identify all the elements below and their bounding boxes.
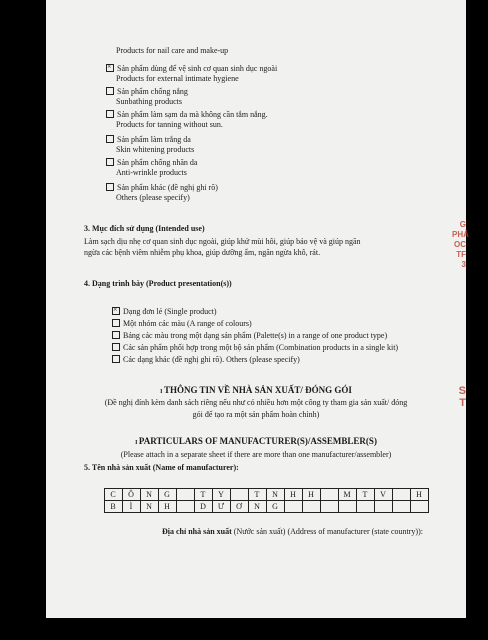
name-grid-cell[interactable]: [357, 501, 375, 513]
name-grid-cell[interactable]: G: [267, 501, 285, 513]
checkbox[interactable]: [112, 355, 120, 363]
presentation-option-label: Dạng đơn lẻ (Single product): [123, 307, 217, 316]
checkbox[interactable]: [106, 135, 114, 143]
name-grid-cell[interactable]: T: [195, 489, 213, 501]
name-grid-row: [105, 501, 429, 513]
checkbox[interactable]: [106, 158, 114, 166]
name-grid-cell[interactable]: H: [285, 489, 303, 501]
name-grid-cell[interactable]: Ô: [123, 489, 141, 501]
product-type-en-label: Products for tanning without sun.: [116, 120, 223, 129]
document-page: [46, 0, 469, 618]
product-type-vi: [106, 157, 197, 168]
name-grid-cell[interactable]: H: [303, 489, 321, 501]
name-grid-cell[interactable]: V: [375, 489, 393, 501]
presentation-option: [112, 330, 387, 341]
name-grid-cell[interactable]: [375, 501, 393, 513]
name-grid-cell[interactable]: C: [105, 489, 123, 501]
manufacturer-note-vi-2: gói để tạo ra một sản phẩm hoàn chỉnh): [192, 410, 320, 419]
product-type-en-label: Sunbathing products: [116, 97, 182, 106]
product-type-en-label: Anti-wrinkle products: [116, 168, 187, 177]
manufacturer-name-grid: [104, 488, 429, 513]
name-grid-cell[interactable]: [231, 489, 249, 501]
name-grid-cell[interactable]: [285, 501, 303, 513]
product-type-vi-label: Sản phẩm khác (đề nghị ghi rõ): [117, 183, 218, 192]
name-grid-row: [105, 489, 429, 501]
name-grid-cell[interactable]: B: [105, 501, 123, 513]
product-type-vi-label: Sản phẩm chống nhăn da: [117, 158, 198, 167]
presentation-option: [112, 318, 252, 329]
checkbox[interactable]: [106, 183, 114, 191]
product-type-en-label: Skin whitening products: [116, 145, 195, 154]
name-grid-cell[interactable]: N: [141, 501, 159, 513]
stamp-edge-bottom: S T: [458, 385, 466, 409]
stamp-edge-top: G PHẢ OC TF 3: [452, 220, 469, 269]
presentation-option-label: Một nhóm các màu (A range of colours): [123, 319, 252, 328]
section-3-heading: 3. Mục đích sử dụng (Intended use): [84, 224, 205, 233]
name-grid-cell[interactable]: [177, 501, 195, 513]
intended-use-line-1: Làm sạch dịu nhẹ cơ quan sinh dục ngoài, giúp khử mùi hôi, giúp bảo vệ và giúp ngăn: [84, 237, 361, 246]
name-grid-cell[interactable]: T: [249, 489, 267, 501]
name-grid-cell[interactable]: G: [159, 489, 177, 501]
presentation-option: [112, 354, 300, 365]
manufacturer-note-vi-1: (Đề nghị đính kèm danh sách riêng nếu như có nhiều hơn một công ty tham gia sản xuất/ đóng: [104, 398, 408, 407]
presentation-option-label: Bảng các màu trong một dạng sản phẩm (Palette(s) in a range of one product type): [123, 331, 388, 340]
product-type-vi: [106, 63, 277, 74]
intended-use-line-2: ngừa các bệnh viêm nhiễm phụ khoa, giúp dưỡng ẩm, ngăn ngừa khô, rát.: [84, 248, 321, 257]
name-grid-cell[interactable]: Y: [213, 489, 231, 501]
product-type-en-label: Products for nail care and make-up: [116, 46, 229, 55]
name-grid-cell[interactable]: D: [195, 501, 213, 513]
name-grid-cell[interactable]: [411, 501, 429, 513]
name-grid-cell[interactable]: Ì: [123, 501, 141, 513]
presentation-option-label: Các sản phẩm phối hợp trong một bộ sản phẩm (Combination products in a single kit): [123, 343, 399, 352]
address-label: Địa chỉ nhà sản xuất (Nước sản xuất) (Address of manufacturer (state country)):: [162, 527, 423, 536]
checkbox[interactable]: [112, 307, 120, 315]
name-grid-cell[interactable]: [321, 501, 339, 513]
name-grid-cell[interactable]: [321, 489, 339, 501]
product-type-vi: [106, 182, 218, 193]
product-type-vi-label: Sản phẩm làm sạm da mà không cần tắm nắng.: [117, 110, 268, 119]
name-grid-cell[interactable]: N: [267, 489, 285, 501]
name-grid-cell[interactable]: [303, 501, 321, 513]
product-type-en-label: Others (please specify): [116, 193, 190, 202]
product-type-en-label: Products for external intimate hygiene: [116, 74, 239, 83]
product-type-vi-label: Sản phẩm chống nắng: [117, 87, 188, 96]
name-grid-cell[interactable]: N: [141, 489, 159, 501]
checkbox[interactable]: [112, 331, 120, 339]
name-grid-cell[interactable]: T: [357, 489, 375, 501]
manufacturer-title-en: I PARTICULARS OF MANUFACTURER(S)/ASSEMBLER(S): [135, 436, 377, 446]
name-grid-cell[interactable]: [177, 489, 195, 501]
section-5-heading: 5. Tên nhà sản xuất (Name of manufacturer):: [84, 463, 239, 472]
section-4-heading: 4. Dạng trình bày (Product presentation(s)): [84, 279, 232, 288]
checkbox[interactable]: [112, 343, 120, 351]
checkbox[interactable]: [106, 87, 114, 95]
name-grid-cell[interactable]: N: [249, 501, 267, 513]
product-type-vi-label: Sản phẩm làm trắng da: [117, 135, 191, 144]
name-grid-cell[interactable]: M: [339, 489, 357, 501]
manufacturer-title-vi: I THÔNG TIN VỀ NHÀ SẢN XUẤT/ ĐÓNG GÓI: [160, 385, 352, 395]
manufacturer-note-en: (Please attach in a separate sheet if there are more than one manufacturer/assembler): [120, 450, 392, 459]
checkbox[interactable]: [106, 64, 114, 72]
name-grid-cell[interactable]: [393, 489, 411, 501]
name-grid-cell[interactable]: [393, 501, 411, 513]
presentation-option: [112, 306, 217, 317]
presentation-option-label: Các dạng khác (đề nghị ghi rõ). Others (please specify): [123, 355, 300, 364]
name-grid-cell[interactable]: H: [411, 489, 429, 501]
presentation-option: [112, 342, 398, 353]
product-type-vi: [106, 134, 191, 145]
name-grid-cell[interactable]: H: [159, 501, 177, 513]
product-type-vi: [106, 86, 188, 97]
checkbox[interactable]: [112, 319, 120, 327]
product-type-vi-label: Sản phẩm dùng để vệ sinh cơ quan sinh dục ngoài: [117, 64, 278, 73]
product-type-vi: [106, 109, 268, 120]
checkbox[interactable]: [106, 110, 114, 118]
name-grid-cell[interactable]: Ư: [213, 501, 231, 513]
name-grid-cell[interactable]: [339, 501, 357, 513]
name-grid-cell[interactable]: Ơ: [231, 501, 249, 513]
